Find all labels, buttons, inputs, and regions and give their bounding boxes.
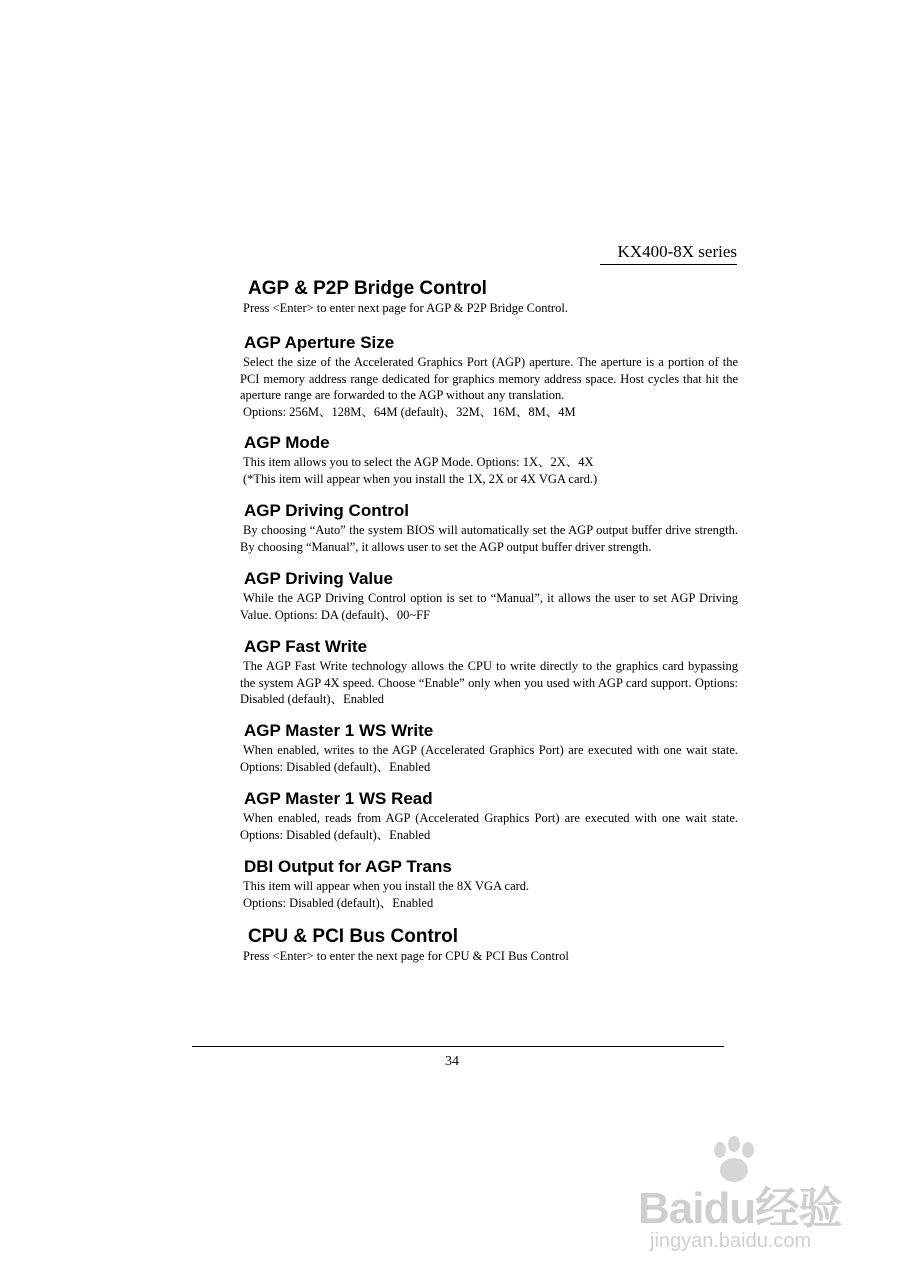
section-title: CPU & PCI Bus Control [248, 926, 459, 947]
document-series-header: KX400-8X series [600, 241, 737, 265]
section-text: This item will appear when you install the 8X VGA card. [243, 879, 530, 893]
section-title: AGP Master 1 WS Write [244, 721, 434, 740]
section-agp-driving-control [240, 500, 738, 555]
section-title: DBI Output for AGP Trans [244, 857, 452, 876]
watermark-logo: Baidu经验 [638, 1184, 842, 1233]
section-agp-fast-write [240, 636, 738, 708]
section-agp-mode [240, 432, 738, 487]
section-text: Press <Enter> to enter next page for AGP & P2P Bridge Control. [243, 301, 568, 315]
section-agp-aperture-size [240, 332, 738, 420]
section-agp-p2p-bridge-control [240, 278, 738, 317]
section-cpu-pci-bus-control [240, 926, 738, 965]
section-title: AGP Mode [244, 433, 330, 452]
section-agp-master-1ws-write [240, 720, 738, 775]
section-title: AGP Master 1 WS Read [244, 789, 433, 808]
section-title: AGP Driving Control [244, 501, 409, 520]
section-text: When enabled, reads from AGP (Accelerated Graphics Port) are executed with one wait state. Options: Disabled (default)、Enabled [240, 811, 738, 842]
section-options: Options: Disabled (default)、Enabled [243, 895, 434, 910]
section-text: The AGP Fast Write technology allows the CPU to write directly to the graphics card bypassing the system AGP 4X speed. Choose “Enable” only when you used with AGP card support. Options: Disabled (default)、Enabled [240, 659, 738, 707]
section-title: AGP Fast Write [244, 637, 368, 656]
section-text: Select the size of the Accelerated Graphics Port (AGP) aperture. The aperture is a portion of the PCI memory address range dedicated for graphics memory address space. Host cycles that hit the aperture range are forwarded to the AGP without any translation. [240, 355, 738, 403]
footer-divider [192, 1046, 724, 1047]
section-text: While the AGP Driving Control option is set to “Manual”, it allows the user to set AGP Driving Value. Options: DA (default)、00~FF [240, 591, 738, 622]
section-agp-master-1ws-read [240, 788, 738, 843]
page-number: 34 [445, 1054, 459, 1069]
section-options: Options: 256M、128M、64M (default)、32M、16M、8M、4M [243, 404, 576, 419]
section-title: AGP & P2P Bridge Control [248, 278, 487, 299]
section-title: AGP Driving Value [244, 569, 393, 588]
section-text: Press <Enter> to enter the next page for CPU & PCI Bus Control [243, 949, 569, 963]
section-dbi-output-agp-trans [240, 856, 738, 911]
section-text: When enabled, writes to the AGP (Accelerated Graphics Port) are executed with one wait state. Options: Disabled (default)、Enabled [240, 743, 738, 774]
baidu-jingyan-watermark [638, 1136, 878, 1271]
section-title: AGP Aperture Size [244, 333, 395, 352]
section-agp-driving-value [240, 568, 738, 623]
section-text: By choosing “Auto” the system BIOS will automatically set the AGP output buffer drive strength. By choosing “Manual”, it allows user to set the AGP output buffer driver strength. [240, 523, 738, 554]
section-note: (*This item will appear when you install the 1X, 2X or 4X VGA card.) [243, 471, 598, 486]
section-text: This item allows you to select the AGP Mode. Options: 1X、2X、4X [243, 455, 594, 469]
watermark-url: jingyan.baidu.com [650, 1230, 812, 1252]
